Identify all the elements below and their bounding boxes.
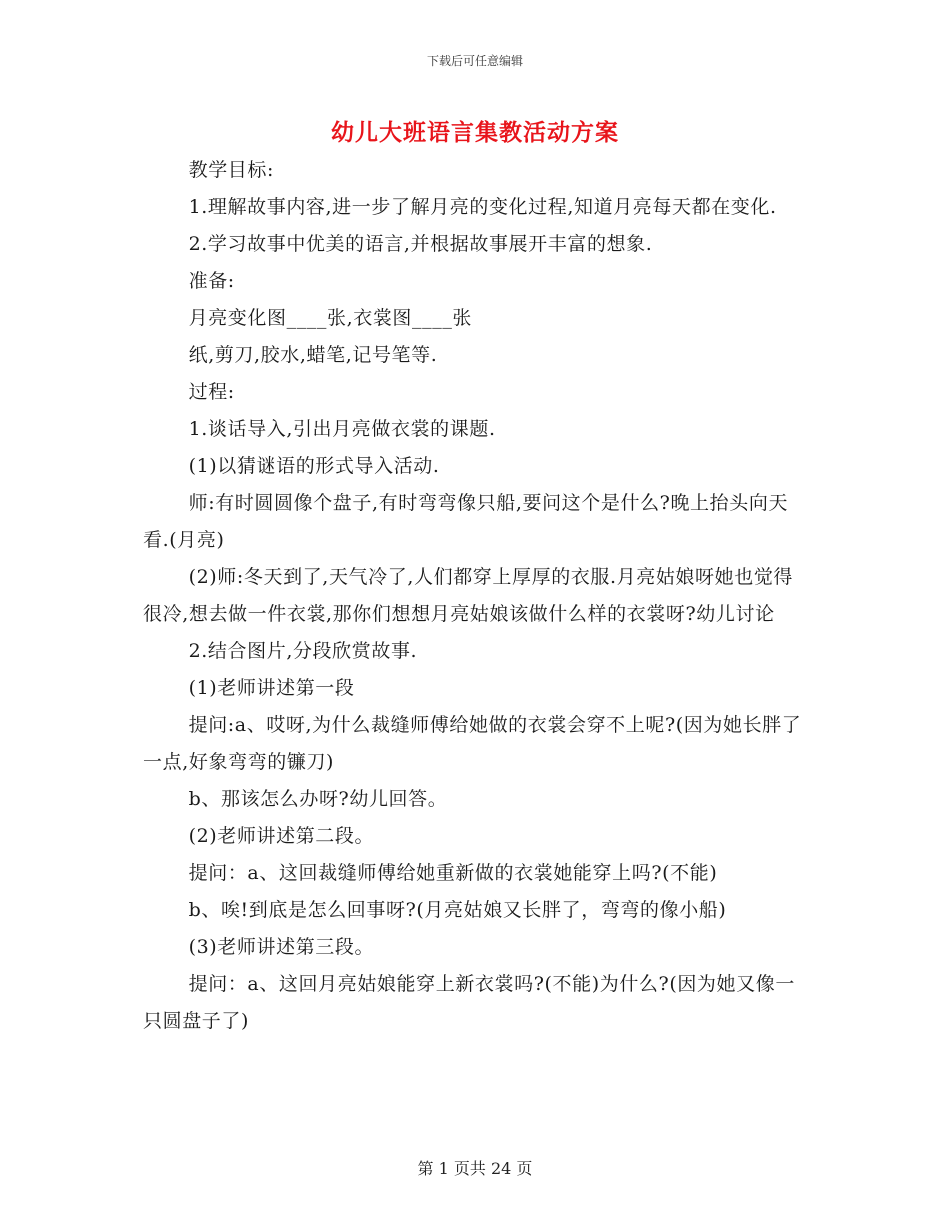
paragraph-question-1a: 提问:a、哎呀,为什么裁缝师傅给她做的衣裳会穿不上呢?(因为她长胖了一点,好象弯弯的镰刀): [143, 714, 802, 773]
page-number-footer: 第 1 页共 24 页: [417, 1159, 533, 1178]
paragraph-riddle: 师:有时圆圆像个盘子,有时弯弯像只船,要问这个是什么?晚上抬头向天看.(月亮): [143, 492, 789, 551]
document-body: [143, 152, 811, 1040]
paragraph-process-heading: 过程:: [188, 381, 235, 403]
paragraph-goal-2: 2.学习故事中优美的语言,并根据故事展开丰富的想象.: [188, 233, 653, 255]
paragraph-step-1: 1.谈话导入,引出月亮做衣裳的课题.: [188, 418, 496, 440]
paragraph-question-2b: b、唉!到底是怎么回事呀?(月亮姑娘又长胖了，弯弯的像小船): [188, 899, 727, 921]
paragraph-step-2-1: (1)老师讲述第一段: [188, 677, 355, 699]
paragraph-goal-1: 1.理解故事内容,进一步了解月亮的变化过程,知道月亮每天都在变化.: [188, 196, 777, 218]
paragraph-preparation-pictures: 月亮变化图____张,衣裳图____张: [188, 307, 473, 329]
paragraph-question-3a: 提问：a、这回月亮姑娘能穿上新衣裳吗?(不能)为什么?(因为她又像一只圆盘子了): [143, 973, 795, 1032]
document-title: 幼儿大班语言集教活动方案: [331, 119, 619, 146]
paragraph-teaching-goals-heading: 教学目标:: [188, 159, 274, 181]
paragraph-question-1b: b、那该怎么办呀?幼儿回答。: [188, 788, 448, 810]
header-note: 下载后可任意编辑: [426, 54, 523, 68]
paragraph-preparation-materials: 纸,剪刀,胶水,蜡笔,记号笔等.: [188, 344, 438, 366]
paragraph-step-1-2: (2)师:冬天到了,天气冷了,人们都穿上厚厚的衣服.月亮姑娘呀她也觉得很冷,想去做一件衣裳,那你们想想月亮姑娘该做什么样的衣裳呀?幼儿讨论: [143, 566, 794, 625]
paragraph-step-2-2: (2)老师讲述第二段。: [188, 825, 375, 847]
paragraph-question-2a: 提问：a、这回裁缝师傅给她重新做的衣裳她能穿上吗?(不能): [188, 862, 718, 884]
paragraph-step-2: 2.结合图片,分段欣赏故事.: [188, 640, 418, 662]
paragraph-step-2-3: (3)老师讲述第三段。: [188, 936, 375, 958]
paragraph-preparation-heading: 准备:: [188, 270, 235, 292]
paragraph-step-1-1: (1)以猜谜语的形式导入活动.: [188, 455, 440, 477]
